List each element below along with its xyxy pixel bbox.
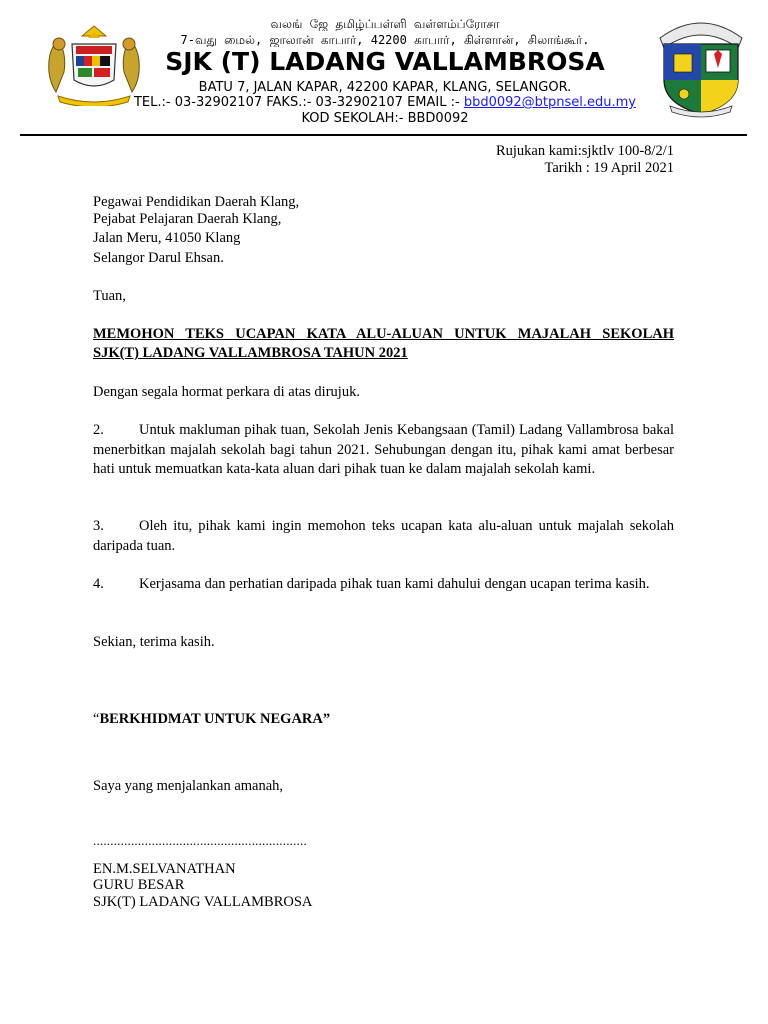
signoff-closing: Saya yang menjalankan amanah, xyxy=(93,778,284,794)
paragraph-text: Kerjasama dan perhatian daripada pihak tuan kami dahului dengan ucapan terima kasih. xyxy=(139,576,650,592)
letter-subject xyxy=(93,325,674,363)
paragraph-number: 2. xyxy=(93,422,104,438)
paragraph-2 xyxy=(93,421,674,480)
subject-line-1: MEMOHON TEKS UCAPAN KATA ALU-ALUAN UNTUK MAJALAH SEKOLAH xyxy=(93,326,674,342)
subject-line-2: SJK(T) LADANG VALLAMBROSA TAHUN 2021 xyxy=(93,345,408,361)
reference-number: Rujukan kami:sjktlv 100-8/2/1 xyxy=(495,143,674,159)
motto-text: BERKHIDMAT UNTUK NEGARA” xyxy=(99,711,331,727)
recipient-line-2: Pejabat Pelajaran Daerah Klang, xyxy=(93,211,282,227)
tamil-header-line-2: 7-வது மைல், ஜாலான் காபார், 42200 காபார், கிள்ளான், சிலாங்கூர். xyxy=(180,33,590,47)
signatory-school: SJK(T) LADANG VALLAMBROSA xyxy=(93,894,313,910)
recipient-line-1: Pegawai Pendidikan Daerah Klang, xyxy=(93,194,300,210)
closing-thanks: Sekian, terima kasih. xyxy=(93,634,215,650)
paragraph-4 xyxy=(93,575,674,595)
school-address: BATU 7, JALAN KAPAR, 42200 KAPAR, KLANG, SELANGOR. xyxy=(198,80,572,95)
recipient-line-3: Jalan Meru, 41050 Klang xyxy=(93,230,241,246)
school-crest-icon xyxy=(654,14,748,118)
letterhead xyxy=(0,0,768,140)
signatory-name: EN.M.SELVANATHAN xyxy=(93,861,236,877)
school-name: SJK (T) LADANG VALLAMBROSA xyxy=(165,47,605,76)
email-link[interactable]: bbd0092@btpnsel.edu.my xyxy=(463,95,636,110)
school-code: KOD SEKOLAH:- BBD0092 xyxy=(301,111,469,126)
contact-text: TEL.:- 03-32902107 FAKS.:- 03-32902107 EMAIL :- xyxy=(133,95,464,110)
paragraph-number: 3. xyxy=(93,518,104,534)
letter-date: Tarikh : 19 April 2021 xyxy=(544,160,674,176)
intro-paragraph: Dengan segala hormat perkara di atas dirujuk. xyxy=(93,384,360,400)
paragraph-text: Oleh itu, pihak kami ingin memohon teks ucapan kata alu-aluan untuk majalah sekolah daripada tuan. xyxy=(93,518,674,554)
letterhead-divider xyxy=(20,134,747,136)
signatory-title: GURU BESAR xyxy=(93,877,185,893)
paragraph-3 xyxy=(93,517,674,556)
signature-line: .............................................................. xyxy=(93,833,307,848)
recipient-line-4: Selangor Darul Ehsan. xyxy=(93,250,224,266)
motto xyxy=(93,710,330,728)
salutation: Tuan, xyxy=(93,288,126,304)
tamil-header-line-1: வலங் ஜே தமிழ்ப்பள்ளி வள்ளம்ப்ரோசா xyxy=(270,17,500,31)
paragraph-number: 4. xyxy=(93,576,104,592)
paragraph-text: Untuk makluman pihak tuan, Sekolah Jenis Kebangsaan (Tamil) Ladang Vallambrosa bakal menerbitkan majalah sekolah bagi tahun 2021. Sehubungan dengan itu, pihak kami amat berbesar hati untuk memuatkan kata-kata aluan dari pihak tuan ke dalam majalah sekolah kami. xyxy=(93,422,674,477)
contact-line xyxy=(110,95,660,111)
motto-open-quote: “ xyxy=(93,711,100,727)
